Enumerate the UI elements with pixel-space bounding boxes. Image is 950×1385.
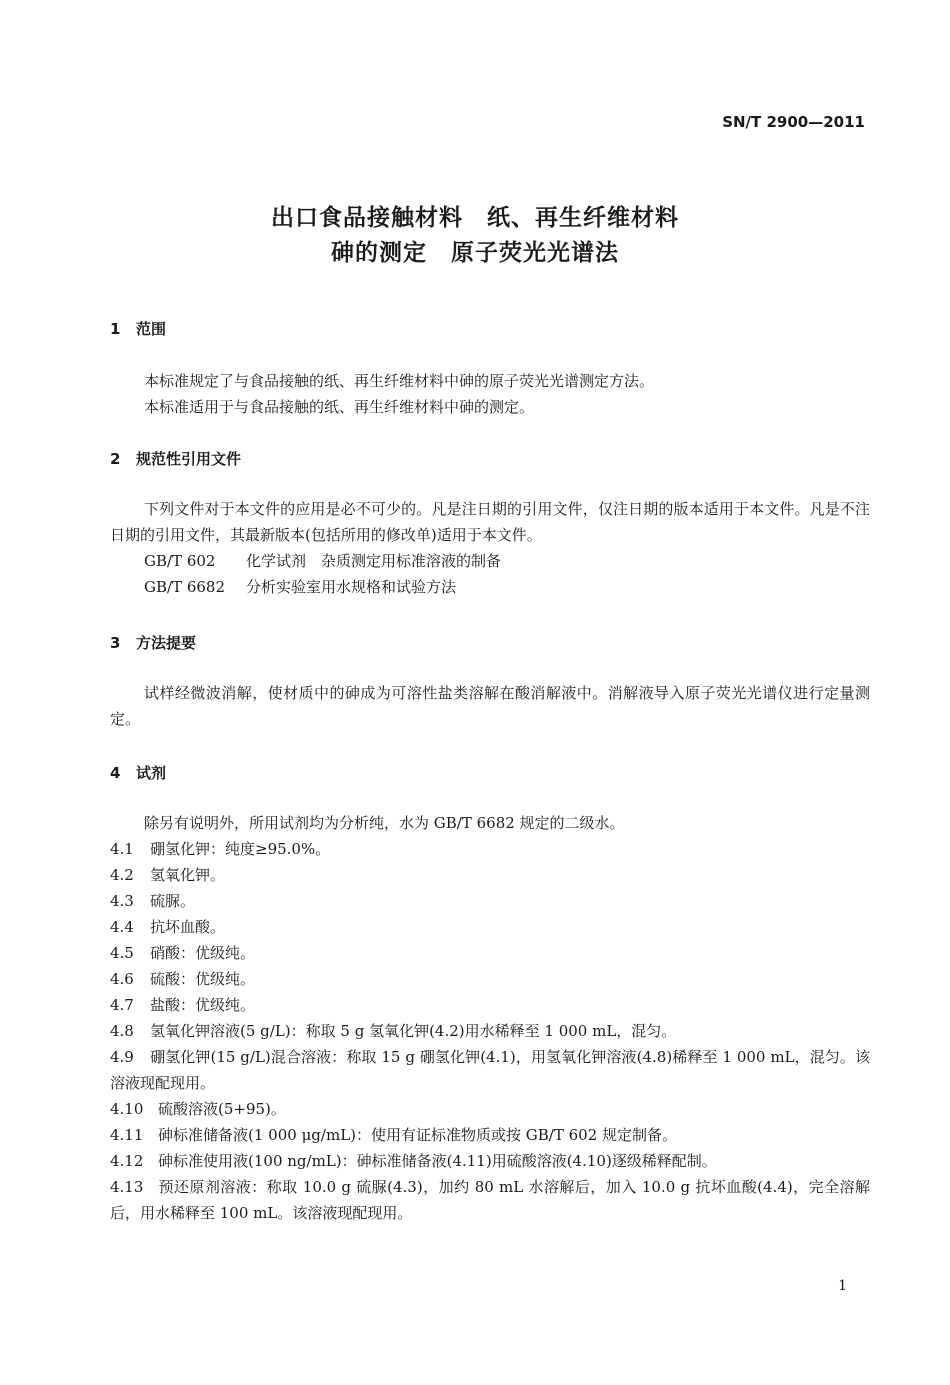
section-heading-scope [110, 318, 166, 339]
reference-title: 分析实验室用水规格和试验方法 [246, 578, 457, 596]
item-number: 4.3 [110, 892, 134, 910]
item-text: 硼氢化钾(15 g/L)混合溶液：称取 15 g 硼氢化钾(4.1)，用氢氧化钾溶液(4.8)稀释至 1 000 mL，混匀。该溶液现配现用。 [110, 1048, 870, 1092]
section-title: 规范性引用文件 [136, 450, 242, 468]
document-title-line2: 砷的测定 原子荧光光谱法 [331, 240, 619, 266]
paragraph: 下列文件对于本文件的应用是必不可少的。凡是注日期的引用文件，仅注日期的版本适用于本文件。凡是不注日期的引用文件，其最新版本(包括所用的修改单)适用于本文件。 [110, 500, 870, 544]
paragraph: 本标准适用于与食品接触的纸、再生纤维材料中砷的测定。 [144, 398, 535, 416]
item-number: 4.1 [110, 840, 134, 858]
section-number: 4 [110, 764, 121, 782]
reagent-item [110, 1122, 870, 1148]
section-number: 3 [110, 634, 121, 652]
item-number: 4.12 [110, 1152, 144, 1170]
item-text: 氢氧化钾。 [150, 866, 226, 884]
item-number: 4.4 [110, 918, 134, 936]
reference-code: GB/T 6682 [144, 578, 226, 596]
item-number: 4.10 [110, 1100, 144, 1118]
item-number: 4.8 [110, 1022, 134, 1040]
section-heading-reagents [110, 762, 166, 783]
section-heading-normative-references [110, 448, 241, 469]
item-text: 预还原剂溶液：称取 10.0 g 硫脲(4.3)，加约 80 mL 水溶解后，加入 10.0 g 抗坏血酸(4.4)，完全溶解后，用水稀释至 100 mL。该溶液现配现用。 [110, 1178, 870, 1222]
reference-item [144, 574, 456, 600]
reagent-item [110, 1174, 870, 1226]
reagent-item [110, 1044, 870, 1096]
item-text: 硫酸溶液(5+95)。 [158, 1100, 286, 1118]
reference-title: 化学试剂 杂质测定用标准溶液的制备 [246, 552, 502, 570]
item-number: 4.13 [110, 1178, 144, 1196]
reagent-item [110, 888, 870, 914]
section-title: 方法提要 [136, 634, 197, 652]
reagent-item [110, 966, 870, 992]
standard-code: SN/T 2900—2011 [722, 113, 865, 131]
paragraph: 除另有说明外，所用试剂均为分析纯，水为 GB/T 6682 规定的二级水。 [144, 814, 625, 832]
item-number: 4.6 [110, 970, 134, 988]
item-number: 4.7 [110, 996, 134, 1014]
reagent-item [110, 1148, 870, 1174]
section-heading-method-summary [110, 632, 196, 653]
item-text: 氢氧化钾溶液(5 g/L)：称取 5 g 氢氧化钾(4.2)用水稀释至 1 000 mL，混匀。 [150, 1022, 677, 1040]
item-text: 硫酸：优级纯。 [150, 970, 256, 988]
reference-item [144, 548, 501, 574]
item-text: 抗坏血酸。 [150, 918, 226, 936]
paragraph: 本标准规定了与食品接触的纸、再生纤维材料中砷的原子荧光光谱测定方法。 [144, 372, 655, 390]
item-number: 4.9 [110, 1048, 134, 1066]
reagent-item [110, 940, 870, 966]
section-title: 范围 [136, 320, 167, 338]
item-text: 盐酸：优级纯。 [150, 996, 256, 1014]
reference-code: GB/T 602 [144, 552, 216, 570]
item-text: 硼氢化钾：纯度≥95.0%。 [150, 840, 331, 858]
page-number: 1 [838, 1278, 847, 1294]
item-number: 4.2 [110, 866, 134, 884]
item-text: 砷标准使用液(100 ng/mL)：砷标准储备液(4.11)用硫酸溶液(4.10)逐级稀释配制。 [158, 1152, 717, 1170]
item-text: 砷标准储备液(1 000 μg/mL)：使用有证标准物质或按 GB/T 602 规定制备。 [158, 1126, 678, 1144]
item-text: 硝酸：优级纯。 [150, 944, 256, 962]
reagent-item [110, 1018, 870, 1044]
item-text: 硫脲。 [150, 892, 196, 910]
item-number: 4.11 [110, 1126, 144, 1144]
section-number: 1 [110, 320, 121, 338]
document-title-line1: 出口食品接触材料 纸、再生纤维材料 [271, 205, 679, 231]
reagent-item [110, 914, 870, 940]
reagent-item [110, 992, 870, 1018]
paragraph: 试样经微波消解，使材质中的砷成为可溶性盐类溶解在酸消解液中。消解液导入原子荧光光谱仪进行定量测定。 [110, 684, 870, 728]
section-title: 试剂 [136, 764, 167, 782]
reagent-item [110, 836, 870, 862]
reagent-item [110, 862, 870, 888]
item-number: 4.5 [110, 944, 134, 962]
section-number: 2 [110, 450, 121, 468]
reagent-item [110, 1096, 870, 1122]
